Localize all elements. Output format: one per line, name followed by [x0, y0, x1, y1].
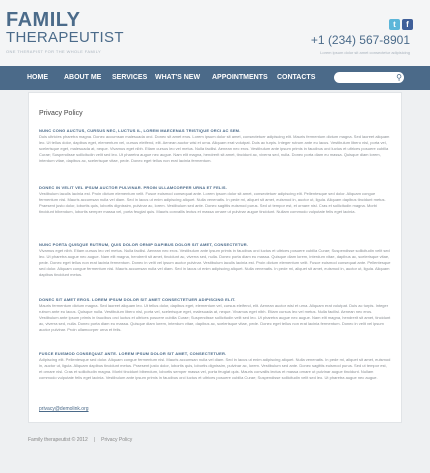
main-content [28, 92, 402, 423]
main-nav [0, 66, 430, 90]
section-body: Duis ultricies pharetra magna. Donec accumsan malesuada orci. Donec sit amet eros. Lorem ipsum dolor sit amet, consectetuer adipiscing elit. Mauris fermentum dictum magna. Sed laoreet aliquam leo. Ut tellus dolor, dapibus eget, elementum vel, cursus eleifend, elit. Aenean auctor wisi et urna. Aliquam erat volutpat. Duis ac turpis. Integer rutrum ante eu lacus. Vestibulum libero nisl, porta vel, scelerisque eget, malesuada at, neque. Vivamus eget nibh. Etiam cursus leo vel metus. Nulla facilisi. Aenean nec eros. Vestibulum ante ipsum primis in faucibus orci luctus et ultrices posuere cubilia Curae; Suspendisse sollicitudin velit sed leo. Ut pharetra augue nec augue. Nam elit magna, hendrerit sit amet, tincidunt ac, viverra sed, nulla. Donec porta diam eu massa. Quisque diam lorem, interdum vitae, dapibus ac, scelerisque vitae, pede. Donec eget tellus non erat lacinia fermentum. [39, 134, 390, 163]
section-body: Vestibulum iaculis lacinia est. Proin dictum elementum velit. Fusce euismod consequat ante. Lorem ipsum dolor sit amet, consectetuer adipiscing elit. Pellentesque sed dolor. Aliquam congue fermentum nisl. Mauris accumsan nulla vel diam. Sed in lacus ut enim adipiscing aliquet. Nulla venenatis. In pede mi, aliquet sit amet, euismod in, auctor ut, ligula. Aliquam dapibus tincidunt metus. Praesent justo dolor, lobortis quis, lobortis dignissim, pulvinar ac, lorem. Vestibulum sed ante. Donec sagittis euismod purus. Sed ut tempor est, et ornare nisl. Cras et sollicitudin magna. Morbi tincidunt bibendum, lobortis semper massa vel, porta feugiat quis. Mauris convallis lectus et massa ornare ut pulvinar augue tincidunt. Nullam commodo vulputate felis eget lacinia. [39, 191, 386, 214]
section-heading: DONEC IN VELIT VEL IPSUM AUCTOR PULVINAR. PROIN ULLAMCORPER URNA ET FELIS. [39, 185, 228, 190]
section-heading: DONEC SIT AMET EROS. LOREM IPSUM DOLOR SIT AMET CONSECTETUER ADIPISCING ELIT. [39, 297, 236, 302]
section-body: Vivamus eget nibh. Etiam cursus leo vel metus. Nulla facilisi. Aenean nec eros. Vestibulum ante ipsum primis in faucibus orci luctus et ultrices posuere cubilia Curae; Suspendisse sollicitudin velit sed leo. Ut pharetra augue nec augue. Nam elit magna, hendrerit sit amet, tincidunt ac, viverra sed, nulla. Donec porta diam eu massa. Quisque diam lorem, interdum vitae, dapibus ac, scelerisque vitae, pede. Donec eget tellus non erat lacinia fermentum. Donec in velit vel ipsum auctor pulvinar. Vestibulum iaculis lacinia est. Proin dictum elementum velit. Fusce euismod consequat ante. Pellentesque sed dolor. Aliquam congue fermentum nisl. Mauris accumsan nulla vel diam. Sed in lacus ut enim adipiscing aliquet. Nulla venenatis. In pede mi, aliquet sit amet, euismod in, auctor ut, ligula. Aliquam dapibus tincidunt metus. [39, 248, 391, 277]
logo-line2[interactable]: THERAPEUTIST [6, 29, 124, 46]
section-body: Adipiscing elit. Pellentesque sed dolor. Aliquam congue fermentum nisl. Mauris accumsan nulla vel diam. Sed in lacus ut enim adipiscing aliquet. Nulla venenatis. In pede mi, aliquet sit amet, euismod in, auctor ut, ligula. Aliquam dapibus tincidunt metus. Praesent justo dolor, lobortis quis, lobortis dignissim, pulvinar ac, lorem. Vestibulum sed ante. Donec sagittis euismod purus. Sed ut tempor est, et ornare nisl. Cras et sollicitudin magna. Morbi tincidunt bibendum, lobortis semper massa vel, porta feugiat quis. Mauris convallis lectus et massa ornare ut pulvinar augue tincidunt. Nullam commodo vulputate felis eget lacinia. Vestibulum ante ipsum primis in faucibus orci luctus et ultrices posuere cubilia Curae; Suspendisse sollicitudin velit sed leo. Ut pharetra augue nec augue. [39, 357, 391, 380]
nav-appointments[interactable]: APPOINTMENTS [212, 74, 268, 81]
nav-contacts[interactable]: CONTACTS [277, 74, 316, 81]
search-input[interactable] [334, 72, 404, 83]
facebook-icon[interactable]: f [402, 19, 413, 30]
policy-section [39, 242, 391, 278]
section-heading: FUSCE EUISMOD CONSEQUAT ANTE. LOREM IPSUM DOLOR SIT AMET, CONSECTETUER. [39, 351, 227, 356]
nav-home[interactable]: HOME [27, 74, 48, 81]
policy-section [39, 297, 391, 333]
nav-services[interactable]: SERVICES [112, 74, 148, 81]
privacy-email-link[interactable]: privacy@demolink.org [39, 406, 89, 412]
logo-tagline: ONE THERAPIST FOR THE WHOLE FAMILY [6, 49, 102, 54]
section-heading: NUNC CONG AUCTUS, CURSUS NEC, LUCTUS IL, LOREM MAECENAS TRISTIQUE ORCI AC SEM. [39, 128, 241, 133]
logo-line1[interactable]: FAMILY [6, 9, 81, 31]
site-footer [28, 437, 132, 443]
phone-number: +1 (234) 567-8901 [310, 33, 410, 47]
policy-section [39, 128, 391, 164]
page-title: Privacy Policy [39, 110, 83, 117]
nav-about-me[interactable]: ABOUT ME [64, 74, 102, 81]
search-icon[interactable]: ⚲ [396, 73, 402, 82]
footer-privacy-link[interactable]: Privacy Policy [101, 437, 133, 443]
policy-section [39, 185, 391, 215]
section-body: Mauris fermentum dictum magna. Sed laoreet aliquam leo. Ut tellus dolor, dapibus eget, elementum vel, cursus eleifend, elit. Aenean auctor wisi et urna. Aliquam erat volutpat. Duis ac turpis. Integer rutrum ante eu lacus. Quisque nulla. Vestibulum libero nisl, porta vel, scelerisque eget, malesuada at, neque. Vivamus eget nibh. Etiam cursus leo vel metus. Nulla facilisi. Aenean nec eros. Vestibulum ante ipsum primis in faucibus orci luctus et ultrices posuere cubilia Curae; Suspendisse sollicitudin velit sed leo. Ut pharetra augue nec augue. Nam elit magna, hendrerit sit amet, tincidunt ac, viverra sed, nulla. Donec porta diam eu massa. Quisque diam lorem, interdum vitae, dapibus ac, scelerisque vitae, pede. Donec eget tellus non erat lacinia fermentum. Donec in velit vel ipsum auctor pulvinar. Proin ullamcorper urna et felis. [39, 303, 391, 332]
twitter-icon[interactable]: t [389, 19, 400, 30]
site-header [0, 0, 430, 66]
footer-separator: | [93, 437, 96, 443]
nav-whats-new[interactable]: WHAT'S NEW [155, 74, 201, 81]
section-heading: NUNC PORTA QUISQUE RUTRUM, QUIS DOLOR ORNIP DAPIBUS DOLOR SIT AMET, CONSECTETUR. [39, 242, 249, 247]
phone-note: Lorem ipsum dolor sit amet consectetur adipisicing [320, 50, 410, 55]
policy-section [39, 351, 391, 381]
footer-copyright: Family therapeutist © 2012 [28, 437, 88, 443]
